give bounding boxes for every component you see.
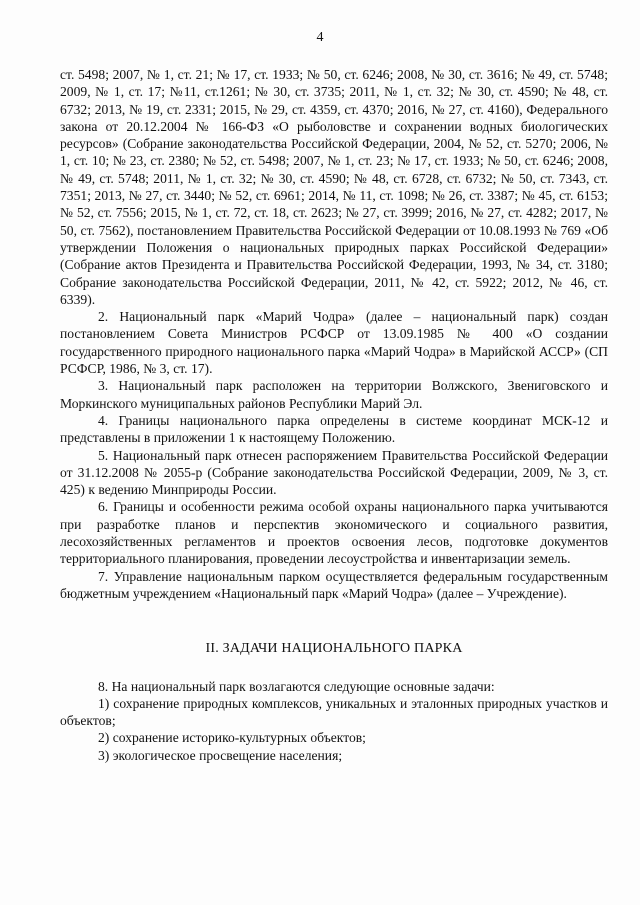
paragraph-item-6: 6. Границы и особенности режима особой охраны национального парка учитываются при разработке планов и перспектив экономического и социального развития, лесохозяйственных регламентов и проектов освоения лесов, подготовке документов территориального планирования, проведении лесоустройства и инвентаризации земель. [60, 499, 608, 567]
paragraph-item-3: 3. Национальный парк расположен на территории Волжского, Звениговского и Моркинского муниципальных районов Республики Марий Эл. [60, 378, 608, 411]
tasks-list [60, 678, 608, 764]
section-heading: II. ЗАДАЧИ НАЦИОНАЛЬНОГО ПАРКА [205, 641, 463, 657]
task-item-3: 3) экологическое просвещение населения; [98, 747, 343, 763]
page-number: 4 [316, 30, 324, 45]
legal-references-paragraph: ст. 5498; 2007, № 1, ст. 21; № 17, ст. 1933; № 50, ст. 6246; 2008, № 30, ст. 3616; № 49, ст. 5748; 2009, № 1, ст. 17; №11, ст.1261; № 30, ст. 3735; 2011, № 1, ст. 32; № 30, ст. 4590; № 48, ст. 6732; 2013, № 19, ст. 2331; 2015, № 29, ст. 4359, ст. 4370; 2016, № 27, ст. 4160), Федерального закона от 20.12.2004 № 166-ФЗ «О рыболовстве и сохранении водных биологических ресурсов» (Собрание законодательства Российской Федерации, 2004, № 52, ст. 5270; 2006, № 1, ст. 10; № 23, ст. 2380; № 52, ст. 5498; 2007, № 1, ст. 23; № 17, ст. 1933; № 50, ст. 6246; 2008, № 49, ст. 5748; 2011, № 1, ст. 32; № 30, ст. 4590; № 48, ст. 6728, ст. 6732; № 50, ст. 7343, ст. 7351; 2013, № 27, ст. 3440; № 52, ст. 6961; 2014, № 11, ст. 1098; № 26, ст. 3387; № 45, ст. 6153; № 52, ст. 7556; 2015, № 1, ст. 72, ст. 18, ст. 2623; № 27, ст. 3999; 2016, № 27, ст. 4282; 2017, № 50, ст. 7562), постановлением Правительства Российской Федерации от 10.08.1993 № 769 «Об утверждении Положения о национальных природных парках Российской Федерации» (Собрание актов Президента и Правительства Российской Федерации, 1993, № 34, ст. 3180; Собрание законодательства Российской Федерации, 2011, № 42, ст. 5922; 2012, № 46, ст. 6339). [60, 67, 608, 307]
tasks-intro: 8. На национальный парк возлагаются следующие основные задачи: [98, 678, 495, 694]
task-item-2: 2) сохранение историко-культурных объектов; [98, 730, 366, 746]
task-item-1: 1) сохранение природных комплексов, уникальных и эталонных природных участков и объектов; [60, 695, 608, 729]
paragraph-item-7: 7. Управление национальным парком осуществляется федеральным государственным бюджетным учреждением «Национальный парк «Марий Чодра» (далее – Учреждение). [60, 568, 608, 601]
paragraph-item-2: 2. Национальный парк «Марий Чодра» (далее – национальный парк) создан постановлением Совета Министров РСФСР от 13.09.1985 № 400 «О создании государственного природного национального парка «Марий Чодра» в Марийской АССР» (СП РСФСР, 1986, № 3, ст. 17). [60, 309, 608, 377]
paragraph-item-4: 4. Границы национального парка определены в системе координат МСК-12 и представлены в приложении 1 к настоящему Положению. [60, 412, 608, 446]
document-body [60, 66, 608, 764]
paragraph-item-5: 5. Национальный парк отнесен распоряжением Правительства Российской Федерации от 31.12.2008 № 2055-р (Собрание законодательства Российской Федерации, 2009, № 3, ст. 425) к ведению Минприроды России. [60, 447, 608, 498]
